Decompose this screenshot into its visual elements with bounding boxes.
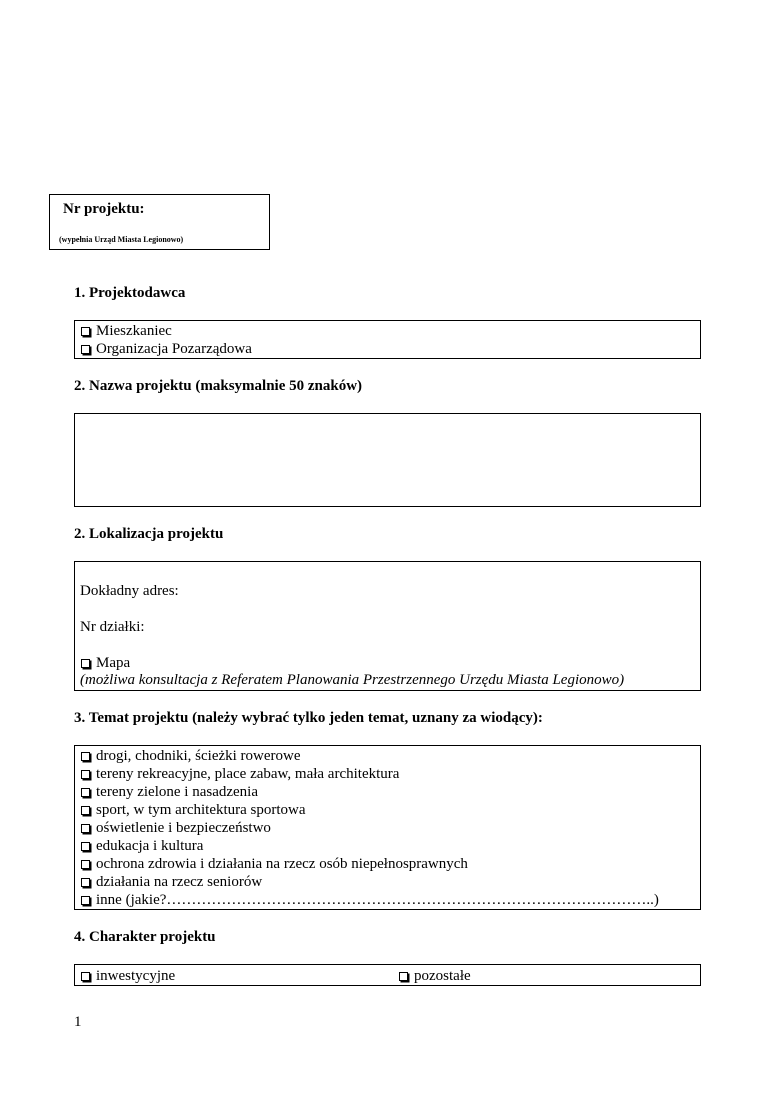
section-heading-lokalizacja: 2. Lokalizacja projektu: [74, 526, 224, 542]
project-name-field[interactable]: [74, 413, 701, 507]
section-heading-charakter: 4. Charakter projektu: [74, 929, 216, 945]
option-organizacja-pozarzadowa[interactable]: [75, 340, 700, 358]
checkbox[interactable]: [81, 878, 90, 887]
project-number-box: [49, 194, 270, 250]
option-label: tereny zielone i nasadzenia: [96, 784, 258, 800]
topic-option[interactable]: [75, 819, 700, 837]
address-label: Dokładny adres:: [80, 583, 179, 599]
option-mapa[interactable]: [75, 654, 130, 672]
section-heading-projektodawca: 1. Projektodawca: [74, 285, 186, 301]
topic-option[interactable]: [75, 801, 700, 819]
checkbox[interactable]: [81, 345, 90, 354]
checkbox[interactable]: [81, 896, 90, 905]
checkbox[interactable]: [81, 327, 90, 336]
topic-option[interactable]: [75, 855, 700, 873]
option-label: działania na rzecz seniorów: [96, 874, 263, 890]
page-number: 1: [74, 1014, 82, 1030]
option-label: tereny rekreacyjne, place zabaw, mała architektura: [96, 766, 400, 782]
checkbox[interactable]: [81, 788, 90, 797]
option-inwestycyjne[interactable]: [75, 967, 175, 985]
option-label: inne (jakie?……………………………………………………………………………………..): [96, 892, 659, 908]
checkbox[interactable]: [81, 842, 90, 851]
topic-box: [74, 745, 701, 910]
option-pozostale[interactable]: [393, 967, 471, 985]
checkbox[interactable]: [81, 659, 90, 668]
option-label: pozostałe: [414, 968, 471, 984]
option-label: Mieszkaniec: [96, 323, 172, 339]
topic-option[interactable]: [75, 783, 700, 801]
project-number-label: Nr projektu:: [63, 201, 145, 217]
option-label: inwestycyjne: [96, 968, 176, 984]
topic-option-other[interactable]: [75, 891, 700, 909]
section-heading-nazwa: 2. Nazwa projektu (maksymalnie 50 znaków): [74, 378, 363, 394]
projektodawca-box: [74, 320, 701, 359]
checkbox[interactable]: [81, 824, 90, 833]
checkbox[interactable]: [81, 860, 90, 869]
checkbox[interactable]: [81, 972, 90, 981]
project-number-note: (wypełnia Urząd Miasta Legionowo): [59, 235, 184, 244]
topic-option[interactable]: [75, 747, 700, 765]
checkbox[interactable]: [81, 770, 90, 779]
checkbox[interactable]: [399, 972, 408, 981]
section-heading-temat: 3. Temat projektu (należy wybrać tylko jeden temat, uznany za wiodący):: [74, 710, 543, 726]
option-label: drogi, chodniki, ścieżki rowerowe: [96, 748, 301, 764]
option-label: oświetlenie i bezpieczeństwo: [96, 820, 271, 836]
topic-option[interactable]: [75, 765, 700, 783]
checkbox[interactable]: [81, 752, 90, 761]
topic-option[interactable]: [75, 837, 700, 855]
option-label: Mapa: [96, 655, 131, 671]
option-label: ochrona zdrowia i działania na rzecz osób niepełnosprawnych: [96, 856, 468, 872]
checkbox[interactable]: [81, 806, 90, 815]
option-label: Organizacja Pozarządowa: [96, 341, 252, 357]
option-label: edukacja i kultura: [96, 838, 204, 854]
option-mieszkaniec[interactable]: [75, 322, 700, 340]
location-box: [74, 561, 701, 691]
option-label: sport, w tym architektura sportowa: [96, 802, 306, 818]
plot-number-label: Nr działki:: [80, 619, 145, 635]
map-note: (możliwa konsultacja z Referatem Planowania Przestrzennego Urzędu Miasta Legionowo): [80, 672, 625, 688]
topic-option[interactable]: [75, 873, 700, 891]
character-box: [74, 964, 701, 986]
